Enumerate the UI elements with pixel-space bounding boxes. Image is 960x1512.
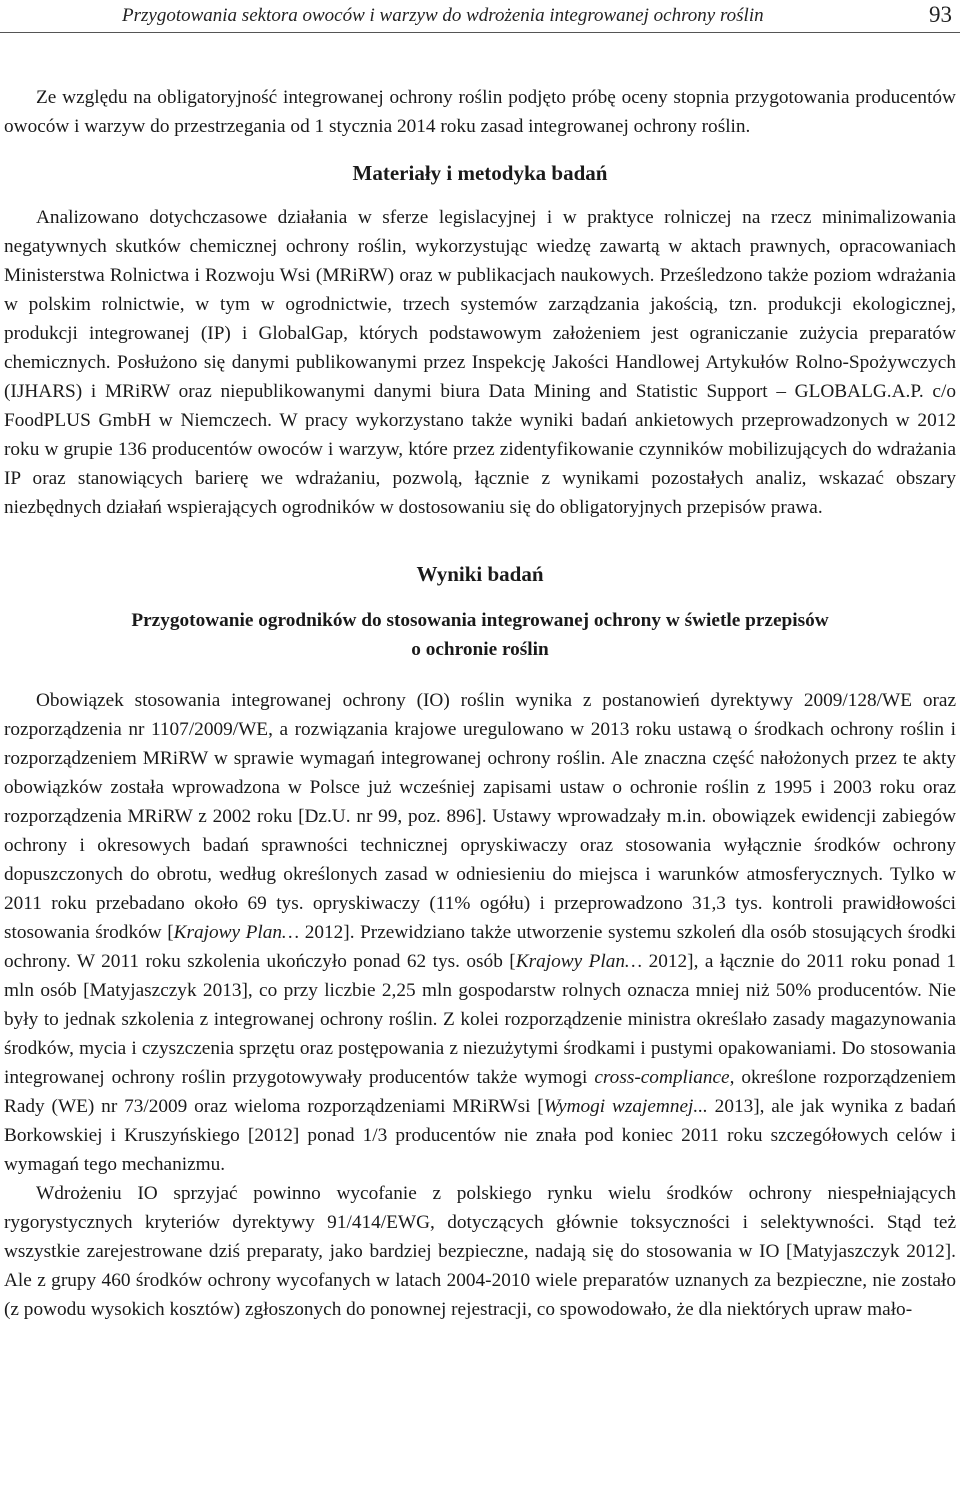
running-title: Przygotowania sektora owoców i warzyw do wdrożenia integrowanej ochrony roślin: [122, 5, 764, 26]
section-heading-results: Wyniki badań: [416, 562, 544, 586]
results-paragraph-1: [4, 686, 956, 1179]
citation-italic: Krajowy Plan…: [515, 951, 643, 972]
text-run: 2012]. Przewidziano także utworzenie systemu szkoleń dla osób stosujących środki ochrony. W 2011 roku szkolenia ukończyło ponad 62 tys. osób [: [4, 922, 957, 972]
text-run: Obowiązek stosowania integrowanej ochrony (IO) roślin wynika z postanowień dyrektywy 2009/128/WE oraz rozporządzenia nr 1107/2009/WE, a rozwiązania krajowe uregulowano w 2013 roku ustawą o środkach ochrony roślin i rozporządzeniem MRiRW w sprawie wymagań integrowanej ochrony roślin. Ale znaczna część nałożonych przez te akty obowiązków została wprowadzona w Polsce już wcześniej zapisami ustaw o ochronie roślin z 1995 i 2003 roku oraz rozporządzenia MRiRW z 2002 roku [Dz.U. nr 99, poz. 896]. Ustawy wprowadzały m.in. obowiązek ewidencji zabiegów ochrony i okresowych badań sprawności technicznej opryskiwaczy oraz stosowania wyłącznie środków ochrony dopuszczonych do obrotu, według określonych zasad w odniesieniu do miejsca i warunków atmosferycznych. Tylko w 2011 roku przebadano około 69 tys. opryskiwaczy (11% ogółu) i przeprowadzono 31,3 tys. kontroli prawidłowości stosowania środków [: [4, 690, 956, 943]
citation-italic: Krajowy Plan…: [173, 922, 300, 943]
text-run: 2012], a łącznie do 2011 roku ponad 1 mln osób [Matyjaszczyk 2013], co przy liczbie 2,25 mln gospodarstw rolnych oznacza mniej niż 50% producentów. Nie były to jednak szkolenia z integrowanej ochrony roślin. Z kolei rozporządzenie ministra określało zasady magazynowania środków, mycia i czyszczenia sprzętu oraz postępowania z niezużytymi środkami i pustymi opakowaniami. Do stosowania integrowanej ochrony roślin przygotowywały producentów także wymogi: [4, 951, 956, 1088]
intro-paragraph: Ze względu na obligatoryjność integrowanej ochrony roślin podjęto próbę oceny stopnia przygotowania producentów owoców i warzyw do przestrzegania od 1 stycznia 2014 roku zasad integrowanej ochrony roślin.: [4, 87, 956, 137]
term-italic: cross-compliance: [594, 1067, 730, 1088]
text-run: , określone rozporządzeniem Rady (WE) nr 73/2009 oraz wieloma rozporządzeniami MRiRWsi [: [4, 1067, 956, 1117]
section-heading-methods: Materiały i metodyka badań: [352, 161, 608, 185]
subsection-heading-line2: o ochronie roślin: [411, 639, 549, 660]
article-body: [4, 83, 956, 1324]
running-header: [0, 2, 960, 33]
subsection-heading: [4, 606, 956, 664]
subsection-heading-line1: Przygotowanie ogrodników do stosowania integrowanej ochrony w świetle przepisów: [131, 610, 829, 631]
page-number: 93: [929, 2, 952, 27]
citation-italic: Wymogi wzajemnej...: [543, 1096, 708, 1117]
methods-paragraph: Analizowano dotychczasowe działania w sferze legislacyjnej i w praktyce rolniczej na rzecz minimalizowania negatywnych skutków chemicznej ochrony roślin, wykorzystując wiedzę zawartą w aktach prawnych, opracowaniach Ministerstwa Rolnictwa i Rozwoju Wsi (MRiRW) oraz w publikacjach naukowych. Prześledzono także poziom wdrażania w polskim rolnictwie, w tym w ogrodnictwie, trzech systemów zarządzania jakością, tzn. produkcji ekologicznej, produkcji integrowanej (IP) i GlobalGap, których podstawowym założeniem jest ograniczanie zużycia preparatów chemicznych. Posłużono się danymi publikowanymi przez Inspekcję Jakości Handlowej Artykułów Rolno-Spożywczych (IJHARS) i MRiRW oraz niepublikowanymi danymi biura Data Mining and Statistic Support – GLOBALG.A.P. c/o FoodPLUS GmbH w Niemczech. W pracy wykorzystano także wyniki badań ankietowych przeprowadzonych w 2012 roku w grupie 136 producentów owoców i warzyw, które przez zidentyfikowanie czynników mobilizujących do wdrażania IP oraz stanowiących barierę we wdrażaniu, pozwolą, łącznie z wynikami pozostałych analiz, wskazać obszary niezbędnych działań wspierających ogrodników w dostosowaniu się do obligatoryjnych przepisów prawa.: [4, 207, 956, 518]
text-run: 2013], ale jak wynika z badań Borkowskiej i Kruszyńskiego [2012] ponad 1/3 producentów nie znała pod koniec 2011 roku szczegółowych celów i wymagań tego mechanizmu.: [4, 1096, 957, 1175]
results-paragraph-2: Wdrożeniu IO sprzyjać powinno wycofanie z polskiego rynku wielu środków ochrony niespełniających rygorystycznych kryteriów dyrektywy 91/414/EWG, dotyczących głównie toksyczności i selektywności. Stąd też wszystkie zarejestrowane dziś preparaty, jako bardziej bezpieczne, nadają się do stosowania w IO [Matyjaszczyk 2012]. Ale z grupy 460 środków ochrony wycofanych w latach 2004-2010 wiele preparatów uznanych za bezpieczne, nie zostało (z powodu wysokich kosztów) zgłoszonych do ponownej rejestracji, co spowodowało, że dla niektórych upraw mało-: [4, 1183, 956, 1320]
